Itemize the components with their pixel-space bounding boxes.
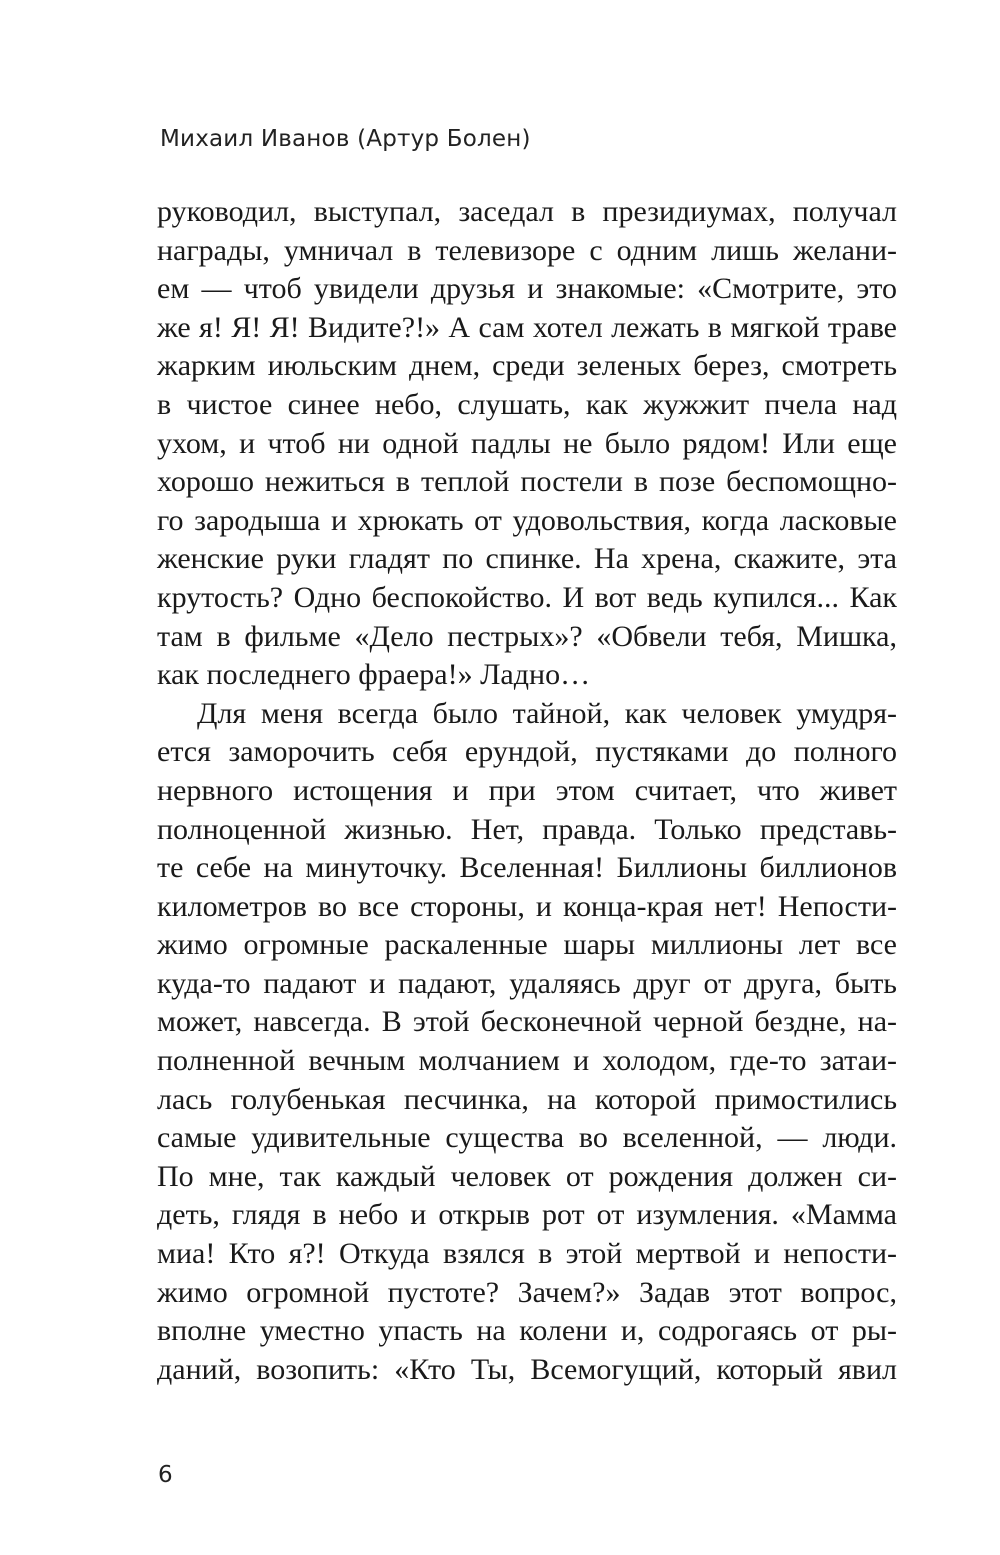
text-line: деть, глядя в небо и открыв рот от изумления. «Мамма (157, 1198, 897, 1232)
running-head: Михаил Иванов (Артур Болен) (160, 126, 531, 152)
text-line: Для меня всегда было тайной, как человек умудря- (197, 696, 897, 730)
body-text (157, 193, 897, 1389)
paragraph-1 (157, 193, 897, 695)
text-line: ем — чтоб увидели друзья и знакомые: «Смотрите, это (157, 272, 897, 306)
text-line: самые удивительные существа во вселенной, — люди. (157, 1121, 897, 1155)
text-line: хорошо нежиться в теплой постели в позе беспомощно- (157, 465, 897, 499)
text-line: ется заморочить себя ерундой, пустяками до полного (157, 735, 897, 769)
text-line: нервного истощения и при этом считает, что живет (157, 773, 897, 807)
page-number: 6 (158, 1462, 173, 1488)
text-line: награды, умничал в телевизоре с одним лишь желани- (157, 233, 897, 267)
text-line: километров во все стороны, и конца-края нет! Непости- (157, 889, 897, 923)
text-line: лась голубенькая песчинка, на которой примостились (157, 1082, 897, 1116)
text-line: там в фильме «Дело пестрых»? «Обвели тебя, Мишка, (157, 619, 897, 653)
text-line: же я! Я! Я! Видите?!» А сам хотел лежать в мягкой траве (157, 310, 897, 344)
text-line: может, навсегда. В этой бесконечной черной бездне, на- (157, 1005, 897, 1039)
text-line: миа! Кто я?! Откуда взялся в этой мертвой и непости- (157, 1237, 897, 1271)
text-line: полненной вечным молчанием и холодом, где-то затаи- (157, 1044, 897, 1078)
text-line: куда-то падают и падают, удаляясь друг от друга, быть (157, 966, 897, 1000)
text-line: даний, возопить: «Кто Ты, Всемогущий, который явил (157, 1352, 897, 1386)
text-line: По мне, так каждый человек от рождения должен си- (157, 1159, 897, 1193)
text-line: женские руки гладят по спинке. На хрена, скажите, эта (157, 542, 897, 576)
text-line: жимо огромной пустоте? Зачем?» Задав этот вопрос, (157, 1275, 897, 1309)
text-line: крутость? Одно беспокойство. И вот ведь купился... Как (157, 580, 897, 614)
text-line: вполне уместно упасть на колени и, содрогаясь от ры- (157, 1314, 897, 1348)
text-line: в чистое синее небо, слушать, как жужжит пчела над (157, 387, 897, 421)
text-line: как последнего фраера!» Ладно… (157, 658, 591, 692)
text-line: жимо огромные раскаленные шары миллионы лет все (157, 928, 897, 962)
text-line: жарким июльским днем, среди зеленых берез, смотреть (157, 349, 897, 383)
text-line: ухом, и чтоб ни одной падлы не было рядом! Или еще (157, 426, 897, 460)
text-line: руководил, выступал, заседал в президиумах, получал (157, 195, 897, 228)
text-line: полноценной жизнью. Нет, правда. Только представь- (157, 812, 897, 846)
paragraph-2 (157, 695, 897, 1390)
text-line: го зародыша и хрюкать от удовольствия, когда ласковые (157, 503, 897, 537)
text-line: те себе на минуточку. Вселенная! Биллионы биллионов (157, 851, 897, 885)
